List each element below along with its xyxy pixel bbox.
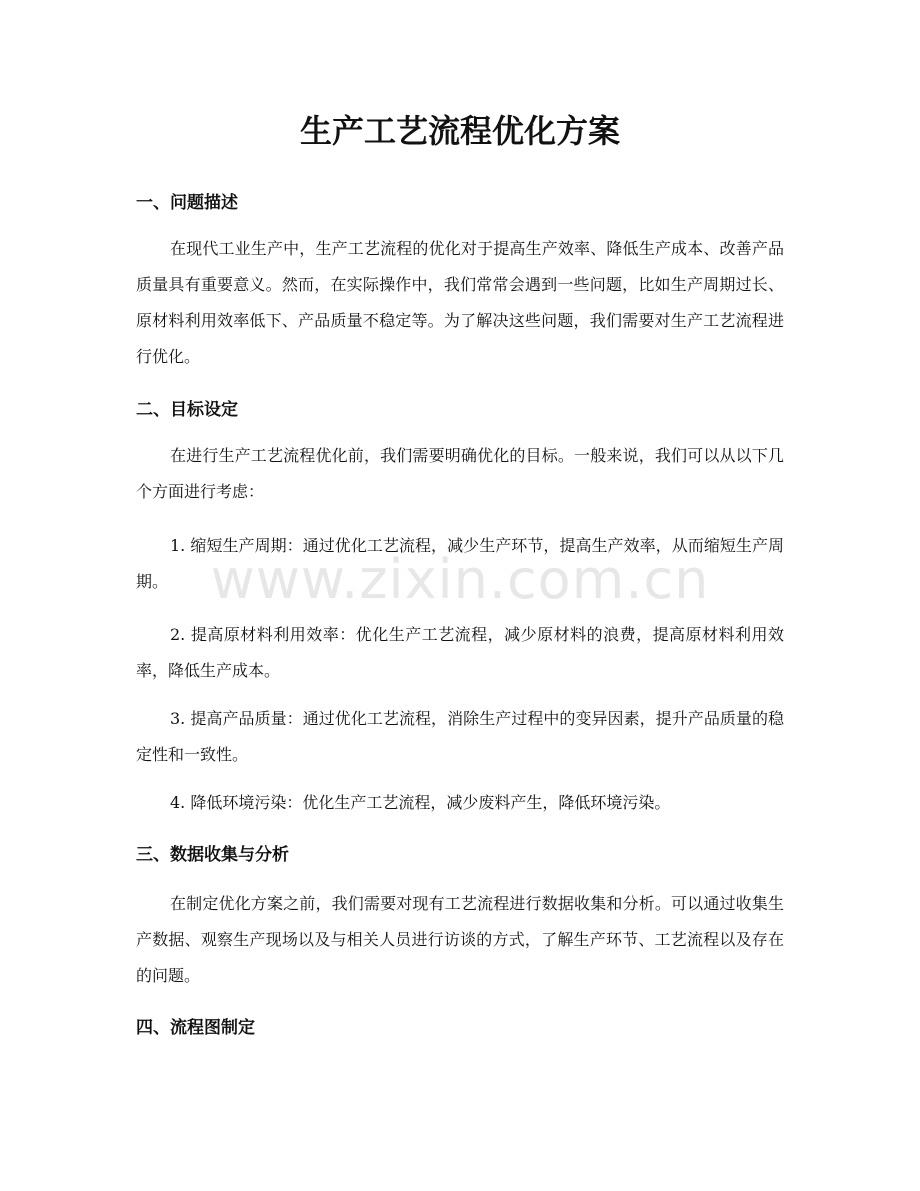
list-item: 1. 缩短生产周期：通过优化工艺流程，减少生产环节，提高生产效率，从而缩短生产周期。 (136, 536, 784, 591)
section-heading-1: 一、问题描述 (136, 193, 238, 213)
list-item: 3. 提高产品质量：通过优化工艺流程，消除生产过程中的变异因素，提升产品质量的稳定性和一致性。 (136, 709, 784, 764)
paragraph: 在制定优化方案之前，我们需要对现有工艺流程进行数据收集和分析。可以通过收集生产数据、观察生产现场以及与相关人员进行访谈的方式，了解生产环节、工艺流程以及存在的问题。 (136, 894, 784, 985)
section-heading-2: 二、目标设定 (136, 400, 238, 420)
list-item: 4. 降低环境污染：优化生产工艺流程，减少废料产生，降低环境污染。 (170, 793, 671, 812)
page-title: 生产工艺流程优化方案 (299, 112, 620, 150)
list-item: 2. 提高原材料利用效率：优化生产工艺流程，减少原材料的浪费，提高原材料利用效率，降低生产成本。 (136, 625, 784, 680)
watermark: www.zixin.com.cn (210, 548, 710, 611)
paragraph: 在进行生产工艺流程优化前，我们需要明确优化的目标。一般来说，我们可以从以下几个方面进行考虑： (136, 446, 784, 501)
paragraph: 在现代工业生产中，生产工艺流程的优化对于提高生产效率、降低生产成本、改善产品质量具有重要意义。然而，在实际操作中，我们常常会遇到一些问题，比如生产周期过长、原材料利用效率低下、产品质量不稳定等。为了解决这些问题，我们需要对生产工艺流程进行优化。 (136, 239, 784, 366)
section-heading-3: 三、数据收集与分析 (136, 845, 289, 865)
section-heading-4: 四、流程图制定 (136, 1018, 255, 1038)
